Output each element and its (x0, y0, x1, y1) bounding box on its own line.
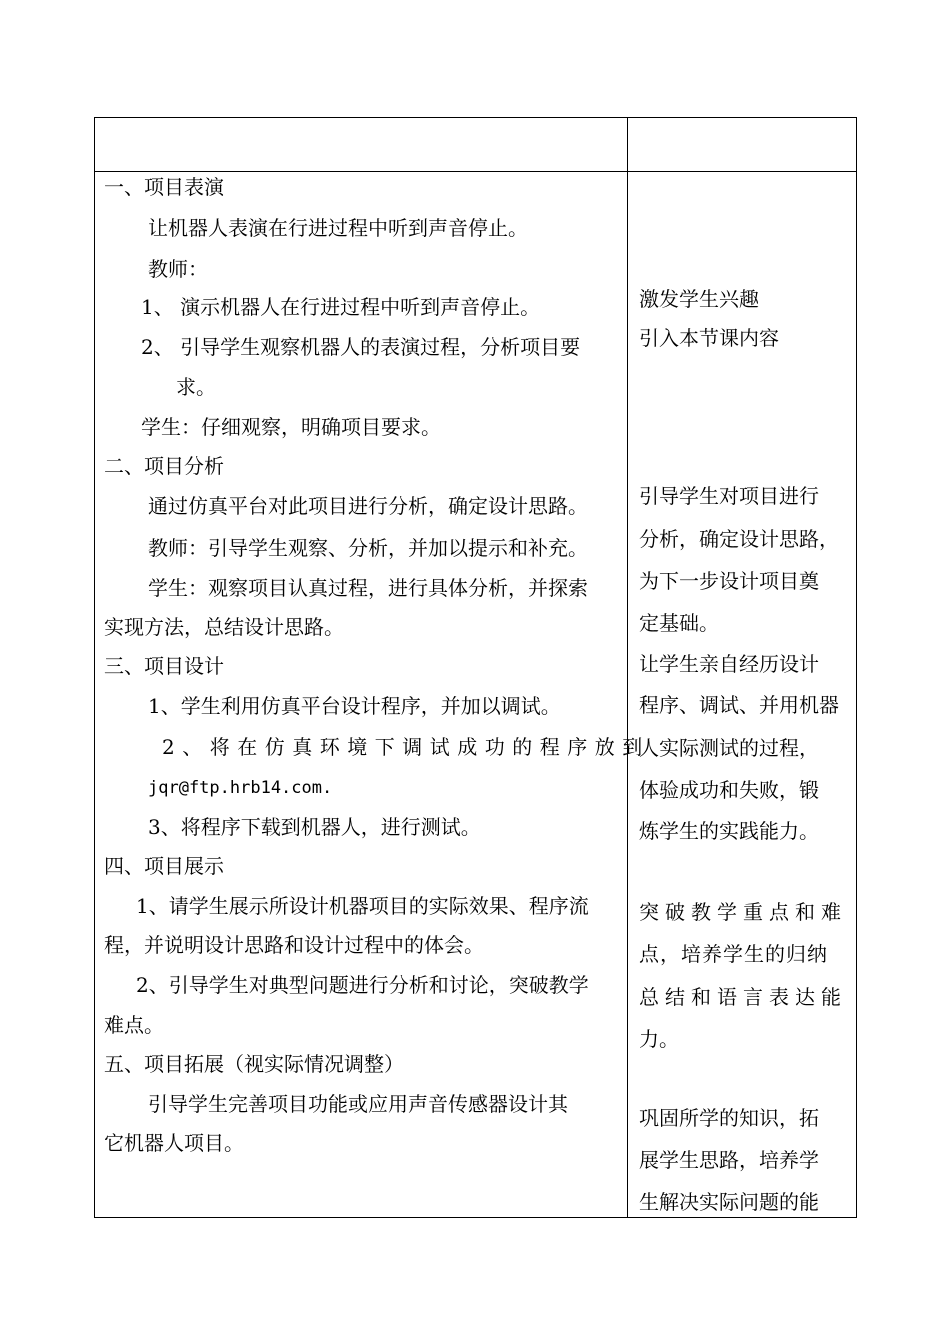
design-item-2: 2、将在仿真环境下调试成功的程序放到 (162, 735, 650, 759)
design-item-2-address: jqr@ftp.hrb14.com. (148, 778, 333, 798)
section-heading-extension: 五、项目拓展（视实际情况调整） (104, 1052, 404, 1076)
intent-3-line-5: 炼学生的实践能力。 (639, 819, 819, 843)
performance-item-2-cont: 求。 (176, 375, 216, 399)
intent-2-line-3: 为下一步设计项目奠 (639, 569, 819, 593)
intent-4-line-3: 总结和语言表达能 (639, 985, 847, 1009)
section-heading-showcase: 四、项目展示 (104, 854, 224, 878)
performance-item-2: 2、 引导学生观察机器人的表演过程，分析项目要 (141, 335, 581, 359)
intent-1-line-1: 激发学生兴趣 (639, 287, 759, 311)
intent-4-line-4: 力。 (639, 1027, 679, 1051)
intent-2-line-1: 引导学生对项目进行 (639, 484, 819, 508)
analysis-intro: 通过仿真平台对此项目进行分析，确定设计思路。 (148, 494, 588, 518)
design-item-3: 3、将程序下载到机器人，进行测试。 (148, 815, 481, 839)
table-border-right (856, 117, 857, 1218)
analysis-student: 学生：观察项目认真过程，进行具体分析，并探索 (148, 576, 588, 600)
showcase-item-1: 1、请学生展示所设计机器项目的实际效果、程序流 (136, 894, 589, 918)
section-heading-performance: 一、项目表演 (104, 175, 224, 199)
intent-1-line-2: 引入本节课内容 (639, 326, 779, 350)
extension-line-2: 它机器人项目。 (104, 1131, 244, 1155)
analysis-student-cont: 实现方法，总结设计思路。 (104, 615, 344, 639)
header-row-divider (94, 171, 857, 172)
intent-2-line-4: 定基础。 (639, 611, 719, 635)
teacher-label: 教师： (148, 257, 208, 281)
column-divider (627, 117, 628, 1218)
intent-4-line-1: 突破教学重点和难 (639, 900, 847, 924)
design-item-1: 1、学生利用仿真平台设计程序，并加以调试。 (148, 694, 561, 718)
intent-2-line-2: 分析，确定设计思路， (639, 527, 839, 551)
performance-intro: 让机器人表演在行进过程中听到声音停止。 (148, 216, 528, 240)
performance-item-1: 1、 演示机器人在行进过程中听到声音停止。 (141, 295, 541, 319)
intent-5-line-3: 生解决实际问题的能 (639, 1190, 819, 1214)
section-heading-analysis: 二、项目分析 (104, 454, 224, 478)
showcase-item-1-cont: 程，并说明设计思路和设计过程中的体会。 (104, 933, 484, 957)
intent-3-line-4: 体验成功和失败，锻 (639, 778, 819, 802)
table-border-bottom (94, 1217, 857, 1218)
intent-3-line-1: 让学生亲自经历设计 (639, 652, 819, 676)
performance-student: 学生：仔细观察，明确项目要求。 (141, 415, 441, 439)
showcase-item-2-cont: 难点。 (104, 1013, 164, 1037)
intent-3-line-3: 人实际测试的过程， (639, 736, 819, 760)
analysis-teacher: 教师：引导学生观察、分析，并加以提示和补充。 (148, 536, 588, 560)
section-heading-design: 三、项目设计 (104, 654, 224, 678)
showcase-item-2: 2、引导学生对典型问题进行分析和讨论，突破教学 (136, 973, 589, 997)
table-border-top (94, 117, 857, 118)
intent-4-line-2: 点，培养学生的归纳 (639, 942, 828, 966)
table-border-left (94, 117, 95, 1218)
intent-3-line-2: 程序、调试、并用机器 (639, 693, 839, 717)
extension-line-1: 引导学生完善项目功能或应用声音传感器设计其 (148, 1092, 568, 1116)
intent-5-line-1: 巩固所学的知识，拓 (639, 1106, 819, 1130)
intent-5-line-2: 展学生思路，培养学 (639, 1148, 819, 1172)
